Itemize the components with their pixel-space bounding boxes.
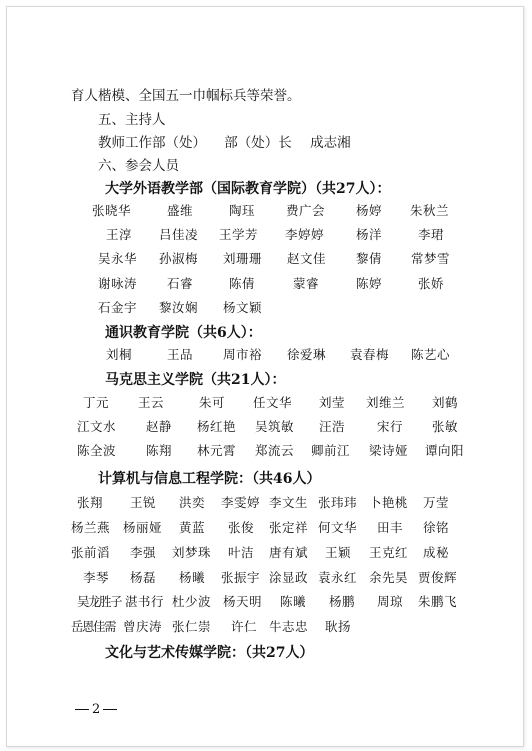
attendee-name: 杨曦: [179, 570, 206, 585]
name-row: [7, 346, 523, 364]
name-row: [7, 202, 523, 220]
group-heading-marxism: 马克思主义学院（共21人）：: [105, 372, 286, 388]
attendee-name: 岳恩佳需: [71, 619, 116, 634]
attendee-name: 杨鹏: [329, 594, 356, 609]
attendee-name: 张玮玮: [318, 495, 358, 510]
host-line: [98, 134, 351, 152]
attendee-name: 梁诗娅: [369, 443, 409, 458]
attendee-name: 黎汝娴: [159, 300, 199, 315]
attendee-name: 贾俊辉: [418, 570, 458, 585]
attendee-name: 湛书行: [125, 594, 165, 609]
attendee-name: 张俊: [228, 520, 255, 535]
host-dept: 教师工作部（处）: [98, 135, 206, 151]
section6-heading: 六、参会人员: [98, 158, 179, 174]
attendee-name: 刘珊珊: [223, 251, 263, 266]
attendee-name: 曾庆涛: [123, 619, 163, 634]
attendee-name: 吴筑敏: [255, 419, 295, 434]
attendee-name: 陈婷: [356, 276, 383, 291]
attendee-name: 万莹: [423, 495, 450, 510]
group-heading-computer-info-engineering: 计算机与信息工程学院：（共46人）: [98, 471, 321, 487]
attendee-name: 张前滔: [71, 545, 111, 560]
attendee-name: 李强: [130, 545, 157, 560]
attendee-name: 余先昊: [369, 570, 409, 585]
group-heading-general-education: 通识教育学院（共6人）：: [105, 325, 262, 341]
name-row: [7, 519, 523, 537]
attendee-name: 杨磊: [130, 570, 157, 585]
attendee-name: 张娇: [418, 276, 445, 291]
name-row: [7, 442, 523, 460]
attendee-name: 盛维: [167, 203, 194, 218]
attendee-name: 郑流云: [255, 443, 295, 458]
attendee-name: 汪浩: [319, 419, 346, 434]
attendee-name: 林元霄: [197, 443, 237, 458]
attendee-name: 李文生: [269, 495, 309, 510]
attendee-name: 周市裕: [223, 347, 263, 362]
name-row: [7, 618, 523, 636]
attendee-name: 吴永华: [98, 251, 138, 266]
attendee-name: 朱秋兰: [410, 203, 450, 218]
attendee-name: 吕佳凌: [159, 227, 199, 242]
attendee-name: 黄蓝: [179, 520, 206, 535]
group-heading-foreign-language: 大学外语教学部（国际教育学院）（共27人）：: [105, 181, 391, 197]
attendee-name: 宋行: [377, 419, 404, 434]
attendee-name: 刘鹤: [432, 395, 459, 410]
attendee-name: 张晓华: [92, 203, 132, 218]
attendee-name: 陈曦: [280, 594, 307, 609]
attendee-name: 袁春梅: [350, 347, 390, 362]
attendee-name: 黎倩: [356, 251, 383, 266]
attendee-name: 李婷婷: [285, 227, 325, 242]
attendee-name: 王学芳: [219, 227, 259, 242]
name-row: [7, 299, 523, 317]
name-row: [7, 593, 523, 611]
name-row: [7, 250, 523, 268]
attendee-name: 陈全波: [77, 443, 117, 458]
attendee-name: 常梦雪: [411, 251, 451, 266]
attendee-name: 杨丽娅: [123, 520, 163, 535]
host-role: 部（处）长: [224, 135, 292, 151]
attendee-name: 谢咏涛: [98, 276, 138, 291]
attendee-name: 李雯婷: [221, 495, 261, 510]
attendee-name: 刘莹: [319, 395, 346, 410]
host-name: 成志湘: [310, 135, 351, 151]
attendee-name: 谭向阳: [425, 443, 465, 458]
attendee-name: 李珺: [418, 227, 445, 242]
attendee-name: 刘维兰: [366, 395, 406, 410]
attendee-name: 田丰: [377, 520, 404, 535]
attendee-name: 李琴: [83, 570, 110, 585]
attendee-name: 牛志忠: [269, 619, 309, 634]
page-number: [75, 702, 117, 717]
attendee-name: 洪奕: [179, 495, 206, 510]
attendee-name: 徐爱琳: [287, 347, 327, 362]
attendee-name: 耿扬: [325, 619, 352, 634]
attendee-name: 蒙睿: [293, 276, 320, 291]
attendee-name: 卜艳桃: [369, 495, 409, 510]
name-row: [7, 394, 523, 412]
attendee-name: 何文华: [318, 520, 358, 535]
group-heading-culture-arts-media: 文化与艺术传媒学院：（共27人）: [105, 645, 314, 661]
attendee-name: 江文水: [77, 419, 117, 434]
attendee-name: 赵静: [146, 419, 173, 434]
attendee-name: 张翔: [77, 495, 104, 510]
attendee-name: 杜少波: [172, 594, 212, 609]
attendee-name: 王颖: [325, 545, 352, 560]
attendee-name: 唐有斌: [269, 545, 309, 560]
name-row: [7, 544, 523, 562]
attendee-name: 陈艺心: [411, 347, 451, 362]
attendee-name: 石金宇: [98, 300, 138, 315]
attendee-name: 朱可: [199, 395, 226, 410]
attendee-name: 涂显政: [269, 570, 309, 585]
attendee-name: 成秘: [423, 545, 450, 560]
attendee-name: 卿前江: [311, 443, 351, 458]
attendee-name: 杨文颖: [223, 300, 263, 315]
attendee-name: 许仁: [231, 619, 258, 634]
name-row: [7, 275, 523, 293]
attendee-name: 王锐: [130, 495, 157, 510]
name-row: [7, 226, 523, 244]
section5-heading: 五、主持人: [98, 112, 166, 128]
intro-line: 育人楷模、全国五一巾帼标兵等荣誉。: [71, 88, 301, 104]
attendee-name: 杨兰燕: [71, 520, 111, 535]
attendee-name: 费广会: [286, 203, 326, 218]
attendee-name: 王克红: [369, 545, 409, 560]
attendee-name: 王淳: [106, 227, 133, 242]
attendee-name: 石睿: [167, 276, 194, 291]
name-row: [7, 418, 523, 436]
attendee-name: 张敏: [432, 419, 459, 434]
attendee-name: 王云: [138, 395, 165, 410]
attendee-name: 周琼: [377, 594, 404, 609]
attendee-name: 杨天明: [223, 594, 263, 609]
attendee-name: 吴龙胜子: [77, 594, 122, 609]
attendee-name: 徐铭: [423, 520, 450, 535]
attendee-name: 陶珏: [229, 203, 256, 218]
name-row: [7, 494, 523, 512]
name-row: [7, 569, 523, 587]
page-number-dash-left: [75, 709, 89, 711]
attendee-name: 张仁崇: [172, 619, 212, 634]
attendee-name: 叶洁: [228, 545, 255, 560]
attendee-name: 孙淑梅: [159, 251, 199, 266]
attendee-name: 任文华: [253, 395, 293, 410]
attendee-name: 朱鹏飞: [418, 594, 458, 609]
attendee-name: 陈倩: [229, 276, 256, 291]
page-number-value: 2: [92, 702, 101, 717]
page-number-dash-right: [103, 709, 117, 711]
attendee-name: 王品: [167, 347, 194, 362]
attendee-name: 张定祥: [269, 520, 309, 535]
attendee-name: 赵文佳: [287, 251, 327, 266]
attendee-name: 刘梦珠: [172, 545, 212, 560]
attendee-name: 杨婷: [356, 203, 383, 218]
attendee-name: 陈翔: [146, 443, 173, 458]
attendee-name: 杨红艳: [197, 419, 237, 434]
attendee-name: 袁永红: [318, 570, 358, 585]
document-page: [6, 6, 524, 747]
attendee-name: 丁元: [83, 395, 110, 410]
attendee-name: 刘桐: [106, 347, 133, 362]
attendee-name: 杨洋: [356, 227, 383, 242]
attendee-name: 张振宇: [221, 570, 261, 585]
